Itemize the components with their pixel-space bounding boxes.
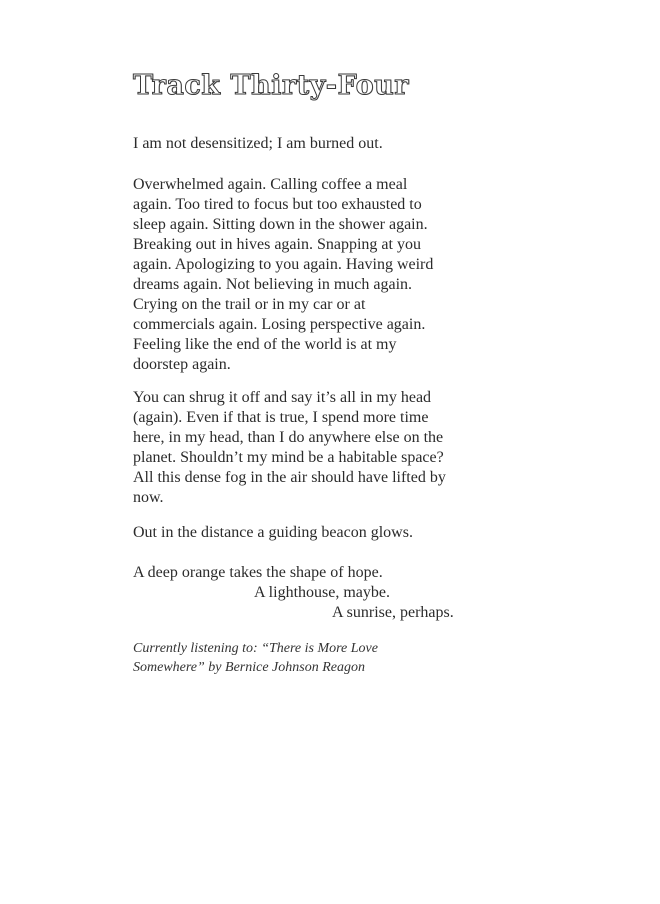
text-line: All this dense fog in the air should have lifted by [133,469,446,486]
text-line: Crying on the trail or in my car or at [133,296,366,313]
text-line: Feeling like the end of the world is at my [133,336,397,353]
text-line: Breaking out in hives again. Snapping at you [133,236,421,253]
text-line: Somewhere” by Bernice Johnson Reagon [133,660,365,675]
text-line: here, in my head, than I do anywhere else on the [133,429,444,446]
page-title: Track Thirty-Four [133,70,410,101]
text-line: I am not desensitized; I am burned out. [133,135,383,152]
paragraph-overwhelmed [133,175,473,375]
text-line: planet. Shouldn’t my mind be a habitable space? [133,449,444,466]
poem-line: A deep orange takes the shape of hope. [133,564,383,581]
text-line: sleep again. Sitting down in the shower again. [133,216,428,233]
text-line: Currently listening to: “There is More Love [133,641,378,656]
text-line: dreams again. Not believing in much again. [133,276,413,293]
text-line: again. Too tired to focus but too exhausted to [133,196,422,213]
text-line: You can shrug it off and say it’s all in my head [133,389,432,406]
paragraph-beacon [133,523,473,543]
text-line: now. [133,489,164,506]
poem-line: A sunrise, perhaps. [332,604,454,621]
paragraph-shrug [133,388,473,508]
text-line: (again). Even if that is true, I spend more time [133,409,429,426]
currently-listening-note [133,639,473,677]
paragraph-opening [133,134,473,154]
text-line: Out in the distance a guiding beacon glows. [133,524,413,541]
text-line: Overwhelmed again. Calling coffee a meal [133,176,408,193]
poem-stanza [133,563,473,623]
text-line: again. Apologizing to you again. Having weird [133,256,434,273]
text-line: doorstep again. [133,356,231,373]
poem-line: A lighthouse, maybe. [254,584,390,601]
text-line: commercials again. Losing perspective again. [133,316,426,333]
